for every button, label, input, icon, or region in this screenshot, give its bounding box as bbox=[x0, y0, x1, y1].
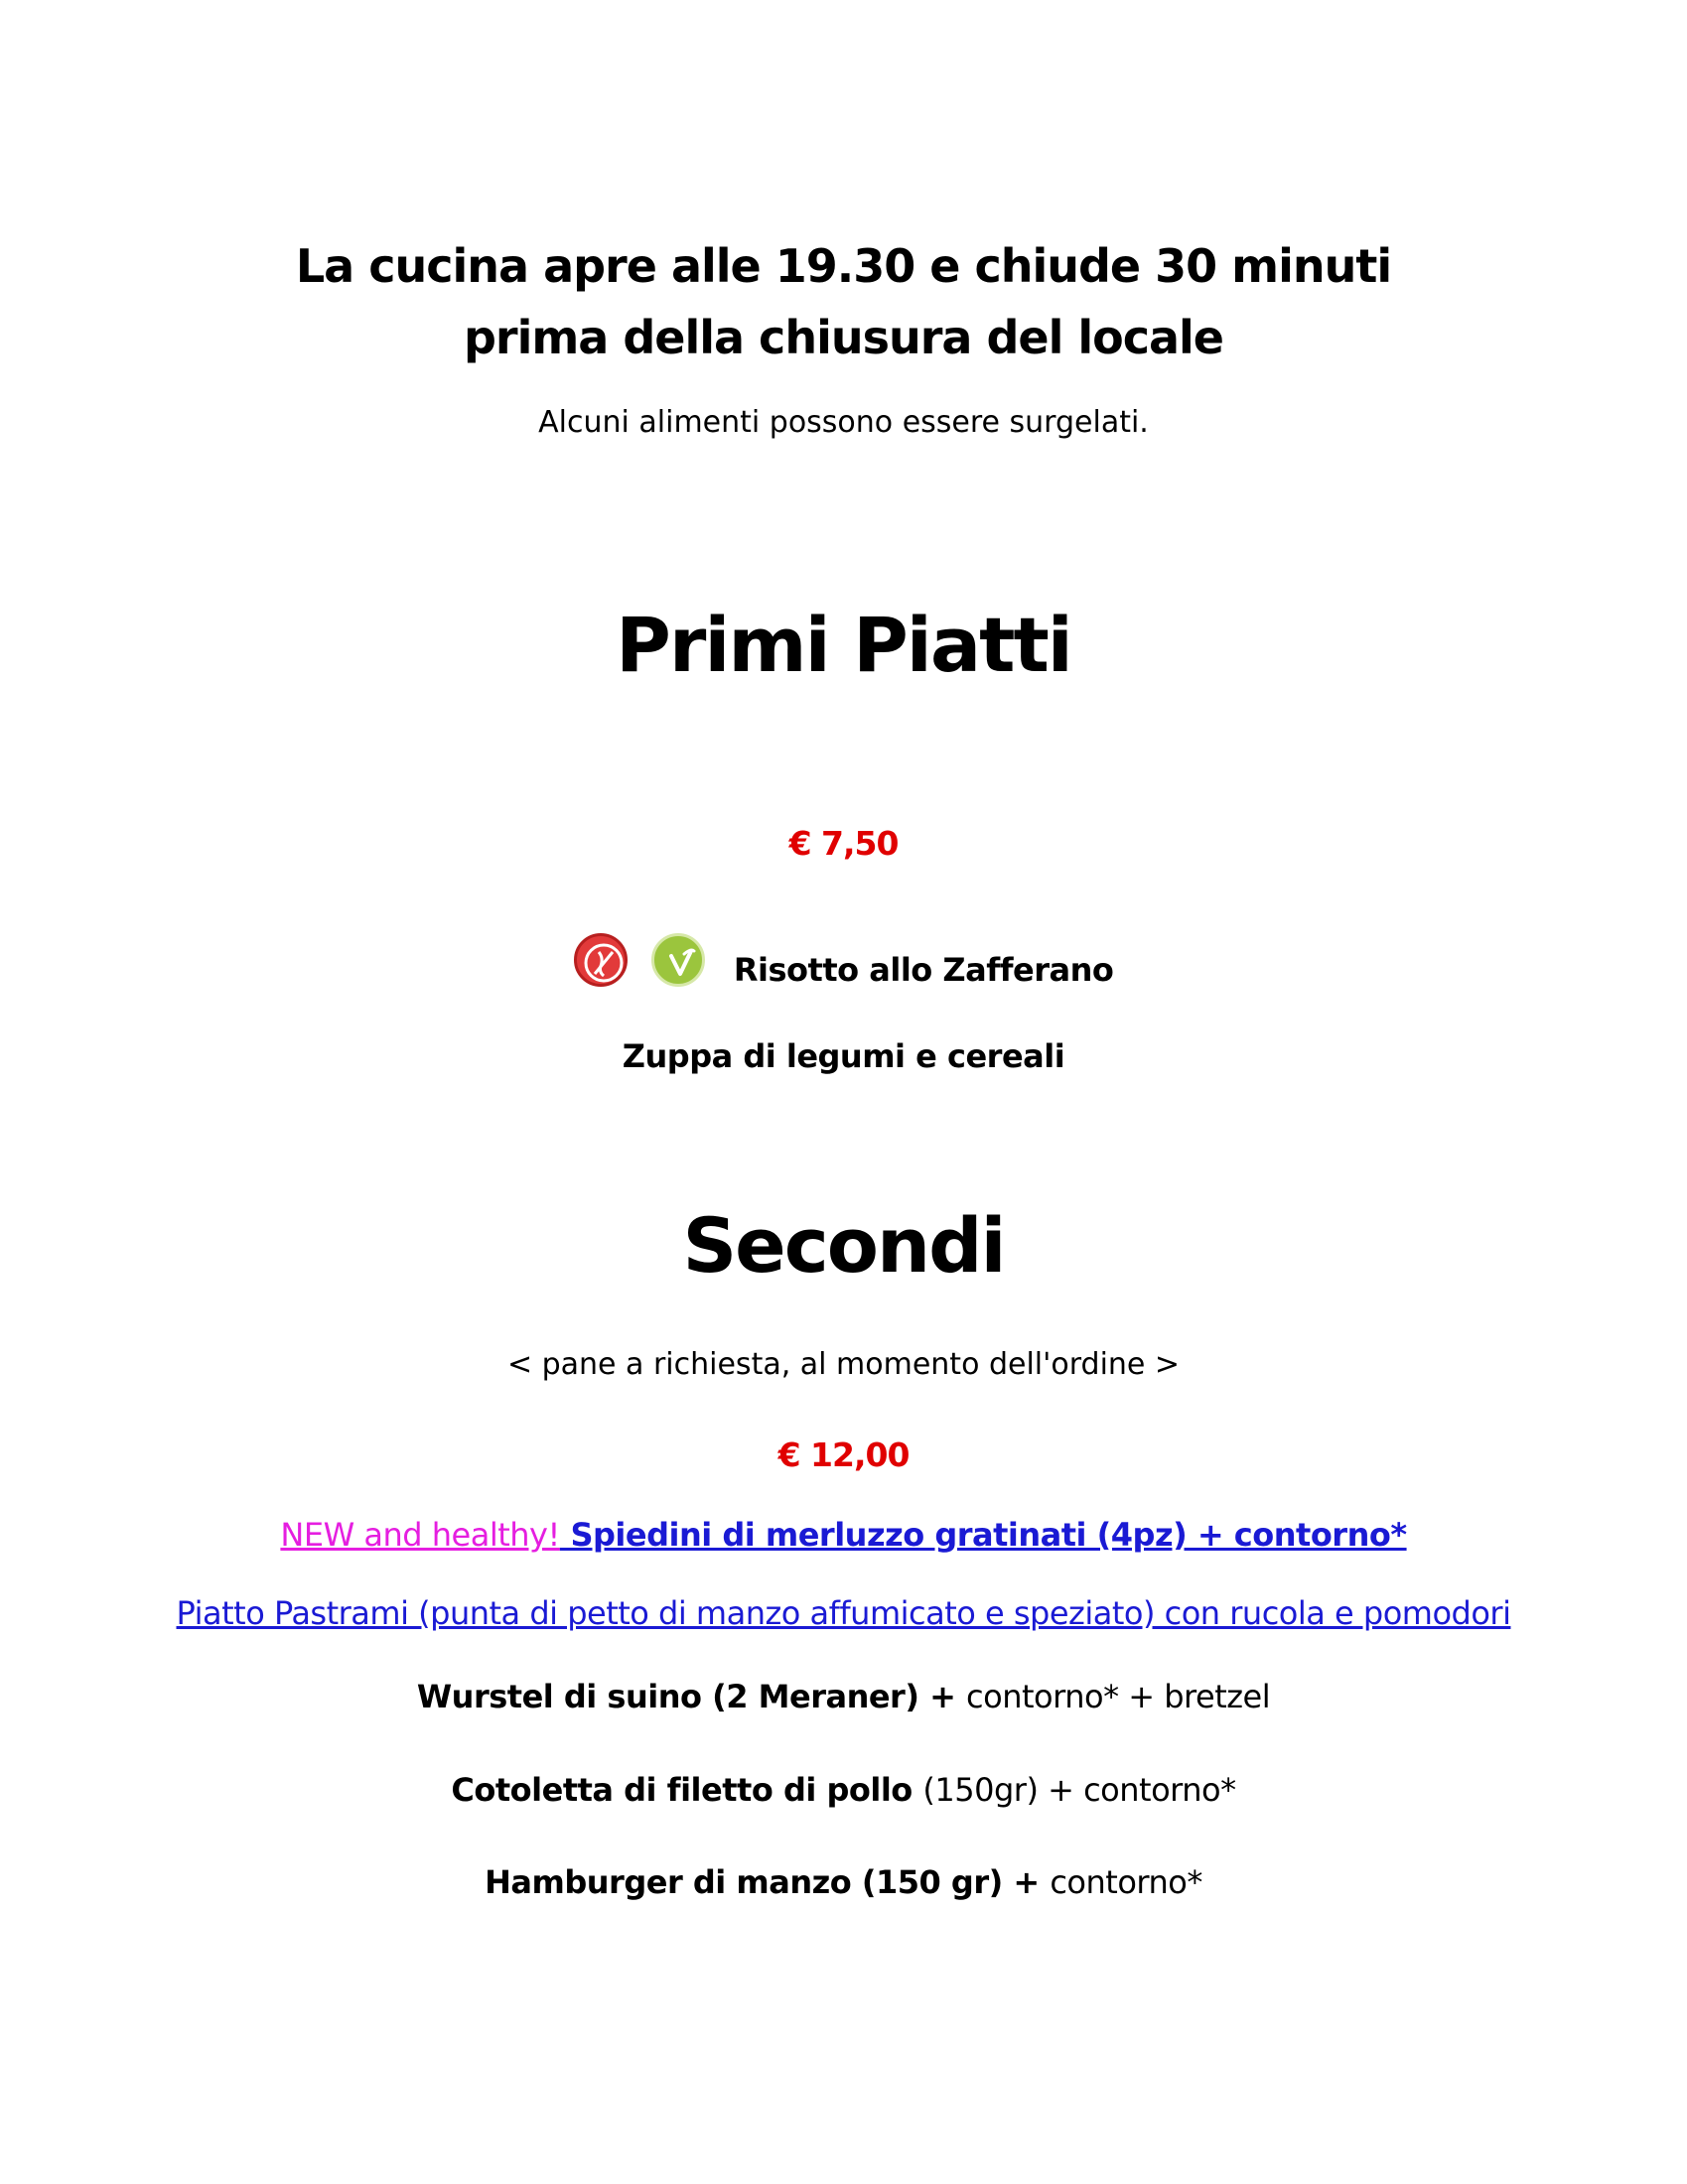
new-healthy-tag-link[interactable]: NEW and healthy! bbox=[280, 1516, 560, 1554]
wurstel-main-text: Wurstel di suino (2 Meraner) + bbox=[416, 1678, 967, 1715]
spiedini-link[interactable]: Spiedini di merluzzo gratinati (4pz) + contorno* bbox=[559, 1516, 1407, 1554]
primi-price: € 7,50 bbox=[788, 824, 899, 863]
menu-item-wurstel bbox=[0, 1678, 1687, 1715]
bread-note: < pane a richiesta, al momento dell'ordine > bbox=[506, 1347, 1181, 1382]
hamburger-side-text: contorno* bbox=[1050, 1863, 1202, 1901]
menu-item-pastrami[interactable] bbox=[0, 1594, 1687, 1632]
kitchen-hours-text: La cucina apre alle 19.30 e chiude 30 minuti prima della chiusura del locale bbox=[295, 239, 1392, 364]
cotoletta-side-text: (150gr) + contorno* bbox=[922, 1771, 1236, 1809]
cotoletta-main-text: Cotoletta di filetto di pollo bbox=[451, 1771, 923, 1809]
gluten-free-icon bbox=[574, 933, 628, 987]
menu-item-label: Risotto allo Zafferano bbox=[733, 951, 1114, 989]
pastrami-link[interactable]: Piatto Pastrami (punta di petto di manzo affumicato e speziato) con rucola e pomodori bbox=[176, 1594, 1511, 1632]
menu-item-cotoletta bbox=[0, 1771, 1687, 1809]
menu-item-hamburger bbox=[0, 1863, 1687, 1901]
wurstel-side-text: contorno* + bretzel bbox=[966, 1678, 1271, 1715]
primi-section-title: Primi Piatti bbox=[616, 601, 1071, 689]
menu-item-spiedini[interactable] bbox=[0, 1516, 1687, 1554]
vegan-icon bbox=[651, 933, 705, 987]
secondi-price: € 12,00 bbox=[777, 1435, 910, 1474]
kitchen-hours-notice bbox=[0, 230, 1687, 373]
hamburger-main-text: Hamburger di manzo (150 gr) + bbox=[485, 1863, 1051, 1901]
menu-item-zuppa: Zuppa di legumi e cereali bbox=[622, 1037, 1065, 1075]
secondi-section-title: Secondi bbox=[682, 1201, 1005, 1290]
frozen-food-note: Alcuni alimenti possono essere surgelati. bbox=[538, 405, 1149, 440]
menu-item-risotto bbox=[0, 933, 1687, 989]
